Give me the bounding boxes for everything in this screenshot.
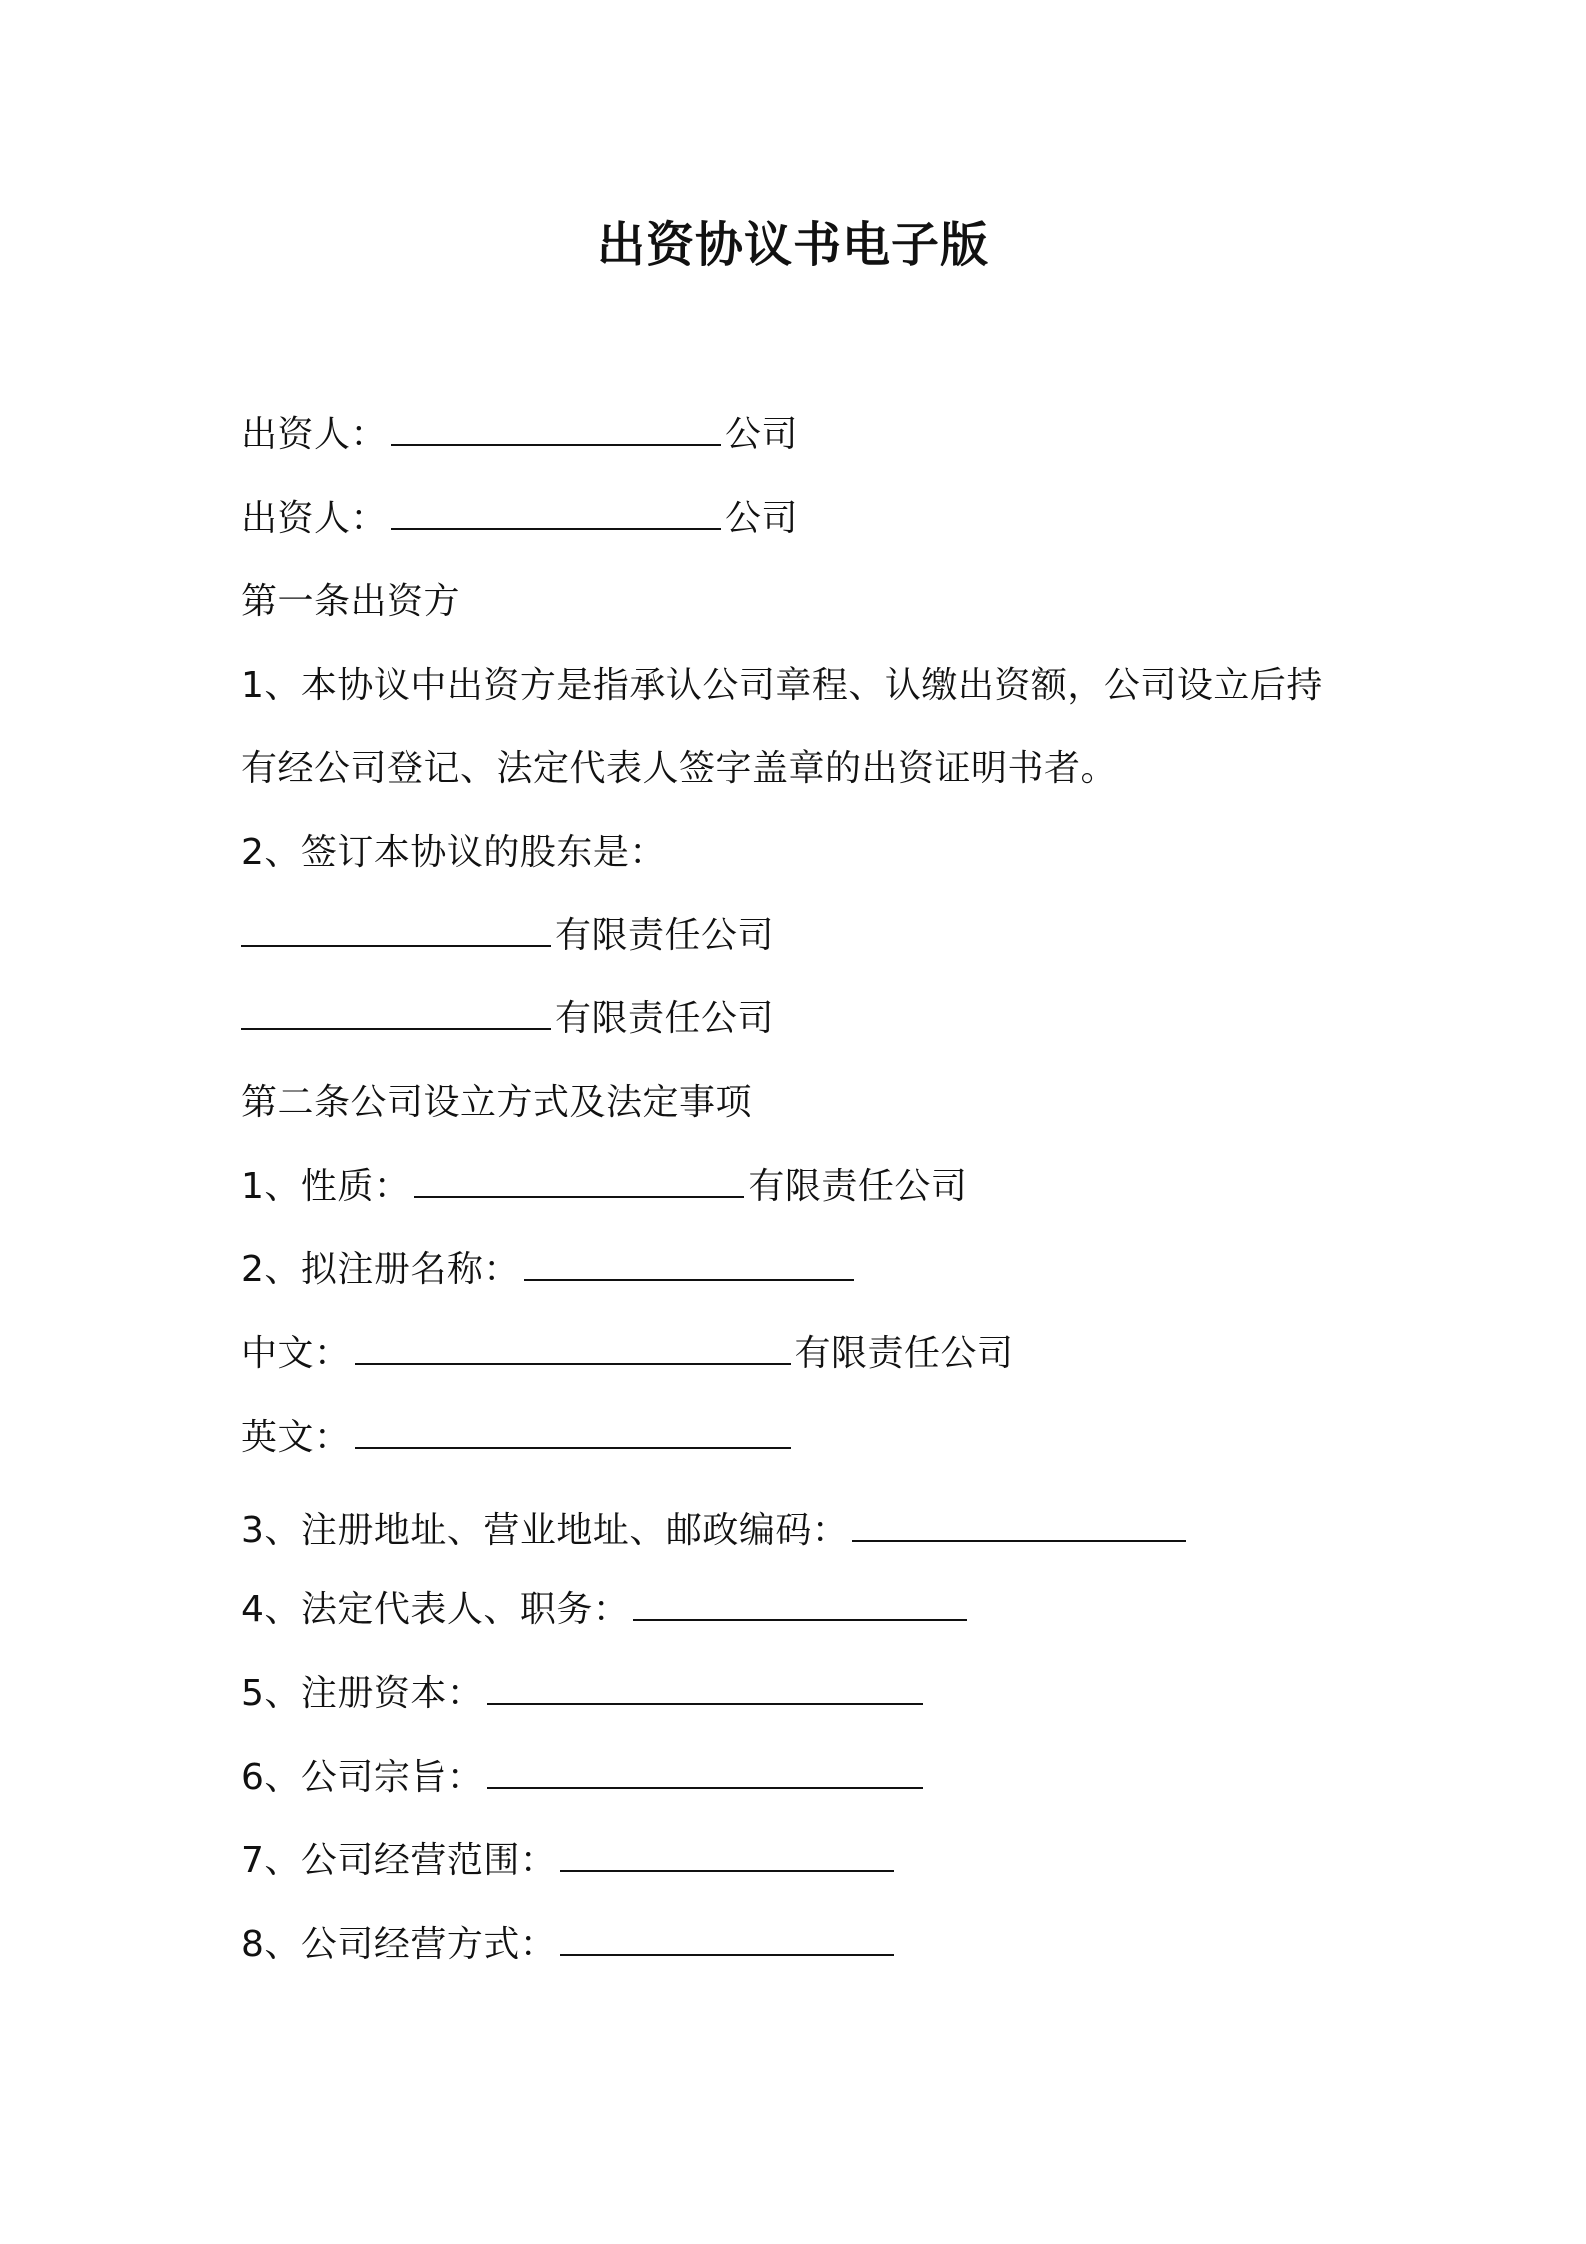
investor-1-suffix: 公司 [725, 414, 799, 455]
investor-2-blank[interactable] [391, 498, 721, 530]
investor-2-line [241, 496, 798, 542]
purpose-line [241, 1755, 927, 1801]
address-blank[interactable] [852, 1510, 1186, 1542]
proposed-name-label: 2、拟注册名称： [241, 1249, 520, 1290]
shareholder-1-line [241, 913, 774, 959]
address-line [241, 1508, 1190, 1554]
nature-line [241, 1164, 967, 1210]
investor-2-label: 出资人： [241, 498, 388, 539]
business-scope-label: 7、公司经营范围： [241, 1840, 557, 1881]
shareholder-1-blank[interactable] [241, 915, 551, 947]
investor-2-suffix: 公司 [725, 498, 799, 539]
investor-1-label: 出资人： [241, 414, 388, 455]
shareholder-2-line [241, 996, 774, 1042]
purpose-label: 6、公司宗旨： [241, 1757, 484, 1798]
shareholder-2-suffix: 有限责任公司 [555, 998, 775, 1039]
nature-label: 1、性质： [241, 1166, 411, 1207]
investor-1-blank[interactable] [391, 414, 721, 446]
proposed-name-blank[interactable] [524, 1249, 854, 1281]
legal-rep-blank[interactable] [633, 1589, 967, 1621]
nature-suffix: 有限责任公司 [748, 1166, 968, 1207]
legal-rep-line [241, 1587, 971, 1633]
article-1-item-1-line-2: 有经公司登记、法定代表人签字盖章的出资证明书者。 [241, 748, 1118, 789]
capital-label: 5、注册资本： [241, 1673, 484, 1714]
business-mode-line [241, 1922, 898, 1968]
business-mode-label: 8、公司经营方式： [241, 1924, 557, 1965]
capital-blank[interactable] [487, 1673, 923, 1705]
chinese-name-line [241, 1331, 1014, 1377]
chinese-name-label: 中文： [241, 1333, 351, 1374]
investor-1-line [241, 412, 798, 458]
english-name-label: 英文： [241, 1417, 351, 1458]
shareholder-1-suffix: 有限责任公司 [555, 915, 775, 956]
address-label: 3、注册地址、营业地址、邮政编码： [241, 1510, 849, 1551]
capital-line [241, 1671, 927, 1717]
shareholder-2-blank[interactable] [241, 998, 551, 1030]
article-1-item-1-line-1: 1、本协议中出资方是指承认公司章程、认缴出资额，公司设立后持 [241, 665, 1323, 706]
proposed-name-line [241, 1247, 858, 1293]
business-mode-blank[interactable] [560, 1924, 894, 1956]
article-2-heading: 第二条公司设立方式及法定事项 [241, 1082, 753, 1123]
legal-rep-label: 4、法定代表人、职务： [241, 1589, 630, 1630]
purpose-blank[interactable] [487, 1757, 923, 1789]
chinese-name-suffix: 有限责任公司 [794, 1333, 1014, 1374]
business-scope-line [241, 1838, 898, 1884]
article-1-heading: 第一条出资方 [241, 581, 461, 622]
chinese-name-blank[interactable] [355, 1333, 791, 1365]
english-name-blank[interactable] [355, 1417, 791, 1449]
business-scope-blank[interactable] [560, 1840, 894, 1872]
nature-blank[interactable] [414, 1166, 744, 1198]
english-name-line [241, 1415, 795, 1461]
document-title: 出资协议书电子版 [596, 217, 989, 273]
article-1-item-2: 2、签订本协议的股东是： [241, 832, 666, 873]
